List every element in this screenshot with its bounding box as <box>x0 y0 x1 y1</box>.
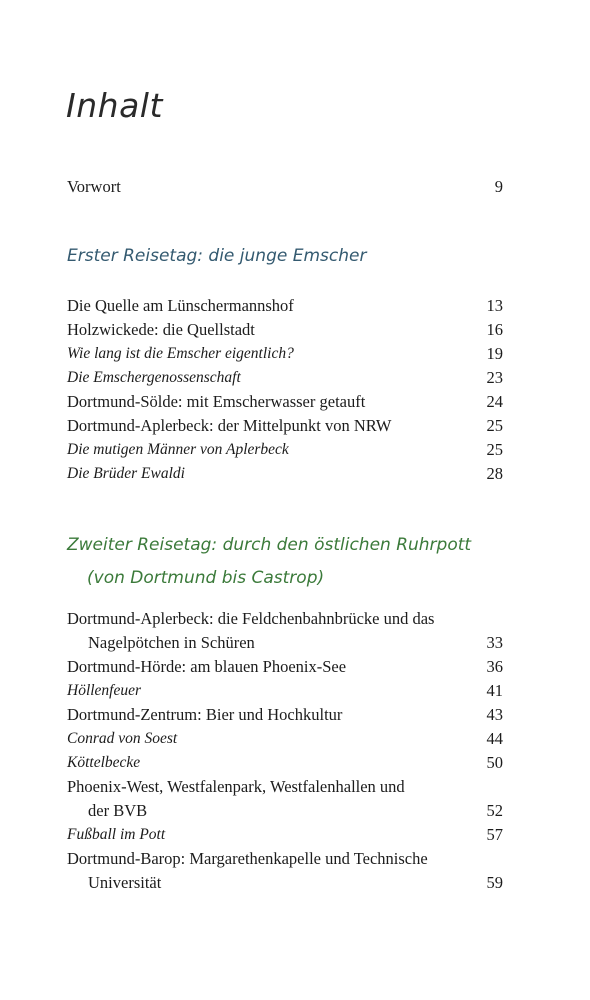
toc-entry-page: 59 <box>486 873 503 892</box>
toc-entry-page: 9 <box>494 177 503 196</box>
toc-entry-label: Dortmund-Aplerbeck: die Feldchenbahnbrücke und das <box>67 609 435 628</box>
toc-entry-label: Fußball im Pott <box>67 826 166 843</box>
toc-entry-label: Die Emschergenossenschaft <box>67 369 241 386</box>
toc-entry-label: Dortmund-Barop: Margarethenkapelle und Technische <box>67 849 428 868</box>
toc-entry-page: 25 <box>486 416 503 435</box>
toc-entry-label: Köttelbecke <box>67 754 141 771</box>
toc-entry-page: 52 <box>486 801 503 820</box>
page-title: Inhalt <box>66 86 163 125</box>
section-heading-1: Erster Reisetag: die junge Emscher <box>67 246 367 266</box>
toc-entry-page: 23 <box>486 368 503 387</box>
toc-entry-label: Conrad von Soest <box>67 730 178 747</box>
section-heading-2: Zweiter Reisetag: durch den östlichen Ruhrpott <box>67 535 472 555</box>
toc-entry-label: Dortmund-Sölde: mit Emscherwasser getauft <box>67 392 366 411</box>
toc-entry-page: 13 <box>486 296 503 315</box>
toc-entry-label: Dortmund-Hörde: am blauen Phoenix-See <box>67 657 347 676</box>
toc-entry-page: 19 <box>486 344 503 363</box>
toc-entry-page: 25 <box>486 440 503 459</box>
toc-entry-label-continuation: Nagelpötchen in Schüren <box>88 633 255 652</box>
toc-entry[interactable] <box>67 607 503 655</box>
toc-entry-label: Wie lang ist die Emscher eigentlich? <box>67 345 294 362</box>
toc-entry-page: 50 <box>486 753 503 772</box>
toc-entry-label: Vorwort <box>67 177 121 196</box>
toc-entry-label-continuation: der BVB <box>88 801 148 820</box>
toc-entry-page: 57 <box>486 825 503 844</box>
toc-entry-page: 24 <box>486 392 503 411</box>
toc-entry-label: Dortmund-Aplerbeck: der Mittelpunkt von NRW <box>67 416 392 435</box>
toc-entry-label-continuation: Universität <box>88 873 162 892</box>
toc-entry-label: Die Brüder Ewaldi <box>67 465 185 482</box>
toc-entry-label: Phoenix-West, Westfalenpark, Westfalenhallen und <box>67 777 405 796</box>
toc-entry-label: Holzwickede: die Quellstadt <box>67 320 255 339</box>
toc-entry-page: 43 <box>486 705 503 724</box>
toc-entry-page: 33 <box>486 633 503 652</box>
toc-entry[interactable] <box>67 847 503 895</box>
toc-entry-page: 36 <box>486 657 503 676</box>
toc-entry-page: 16 <box>486 320 503 339</box>
toc-entry-page: 41 <box>486 681 503 700</box>
toc-entry-label: Die mutigen Männer von Aplerbeck <box>67 441 289 458</box>
toc-entry-label: Die Quelle am Lünschermannshof <box>67 296 294 315</box>
section-subheading-2: (von Dortmund bis Castrop) <box>87 568 325 588</box>
toc-entry-page: 44 <box>486 729 503 748</box>
toc-entry-label: Höllenfeuer <box>67 682 142 699</box>
toc-entry-label: Dortmund-Zentrum: Bier und Hochkultur <box>67 705 343 724</box>
toc-entry[interactable] <box>67 775 503 823</box>
toc-entry-page: 28 <box>486 464 503 483</box>
